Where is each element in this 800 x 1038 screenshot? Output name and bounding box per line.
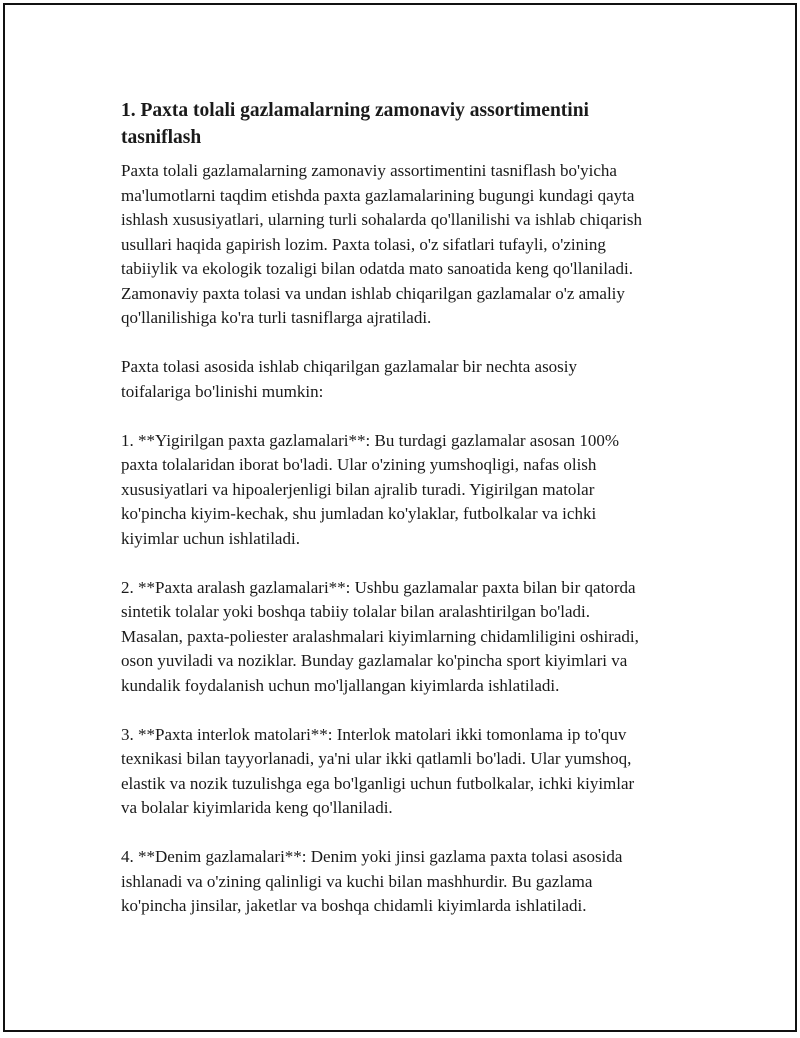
intro-paragraph: Paxta tolali gazlamalarning zamonaviy assortimentini tasniflash bo'yicha ma'lumotlarni taqdim etishda paxta gazlamalarining bugungi kundagi qayta ishlash xususiyatlari, ularning turli sohalarda qo'llanilishi va ishlab chiqarish usullari haqida gapirish lozim. Paxta tolasi, o'z sifatlari tufayli, o'zining tabiiylik va ekologik tozaligi bilan odatda mato sanoatida keng qo'llaniladi. Zamonaviy paxta tolasi va undan ishlab chiqarilgan gazlamalar o'z amaliy qo'llanilishiga ko'ra turli tasniflarga ajratiladi.: [121, 161, 642, 327]
document-content: [121, 97, 691, 919]
section-heading: 1. Paxta tolali gazlamalarning zamonaviy assortimentini tasniflash: [121, 100, 589, 148]
list-item-denim: 4. **Denim gazlamalari**: Denim yoki jinsi gazlama paxta tolasi asosida ishlanadi va o'zining qalinligi va kuchi bilan mashhurdir. Bu gazlama ko'pincha jinsilar, jaketlar va boshqa chidamli kiyimlarda ishlatiladi.: [121, 847, 623, 915]
categories-intro-paragraph: Paxta tolasi asosida ishlab chiqarilgan gazlamalar bir nechta asosiy toifalariga bo'linishi mumkin:: [121, 357, 578, 401]
list-item-spun-cotton: 1. **Yigirilgan paxta gazlamalari**: Bu turdagi gazlamalar asosan 100% paxta tolalaridan iborat bo'ladi. Ular o'zining yumshoqligi, nafas olish xususiyatlari va hipoalerjenligi bilan ajralib turadi. Yigirilgan matolar ko'pincha kiyim-kechak, shu jumladan ko'ylaklar, futbolkalar va ichki kiyimlar uchun ishlatiladi.: [121, 430, 620, 548]
list-item-interlock: 3. **Paxta interlok matolari**: Interlok matolari ikki tomonlama ip to'quv texnikasi bilan tayyorlanadi, ya'ni ular ikki qatlamli bo'ladi. Ular yumshoq, elastik va nozik tuzulishga ega bo'lganligi uchun futbolkalar, ichki kiyimlar va bolalar kiyimlarida keng qo'llaniladi.: [121, 724, 635, 817]
list-item-cotton-blend: 2. **Paxta aralash gazlamalari**: Ushbu gazlamalar paxta bilan bir qatorda sintetik tolalar yoki boshqa tabiiy tolalar bilan aralashtirilgan bo'ladi. Masalan, paxta-poliester aralashmalari kiyimlarning chidamliligini oshiradi, oson yuviladi va noziklar. Bunday gazlamalar ko'pincha sport kiyimlari va kundalik foydalanish uchun mo'ljallangan kiyimlarda ishlatiladi.: [121, 577, 639, 695]
document-page: [3, 3, 797, 1032]
